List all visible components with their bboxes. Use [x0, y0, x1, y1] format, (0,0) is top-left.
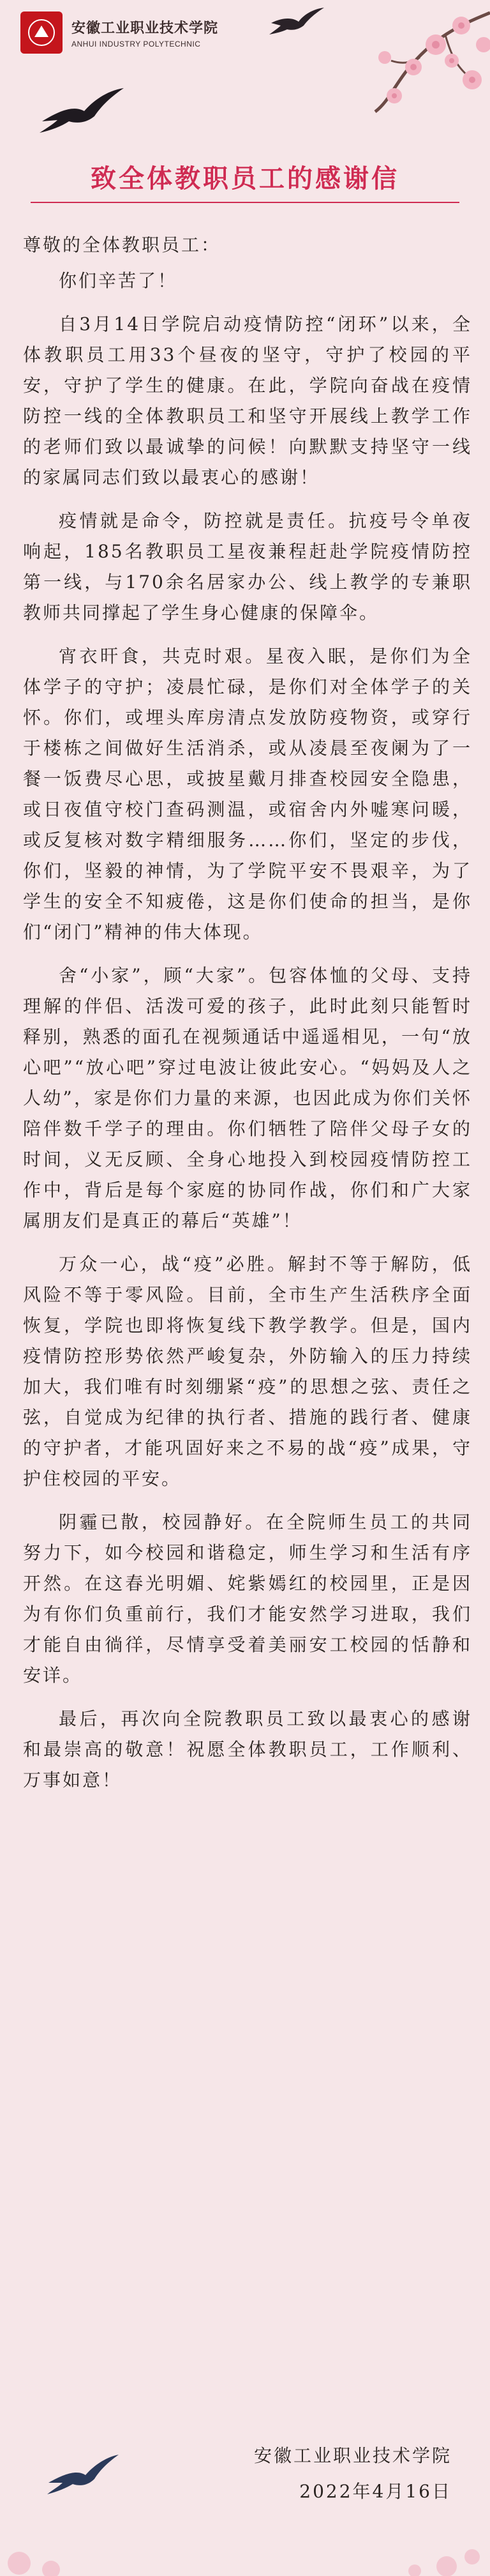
plum-blossom-footer-icon [0, 2499, 490, 2576]
signature-date: 2022年4月16日 [299, 2481, 452, 2502]
letter-paragraph: 万众一心，战“疫”必胜。解封不等于解防，低风险不等于零风险。目前，全市生产生活秩序全面恢复，学院也即将恢复线下教学教学。但是，国内疫情防控形势依然严峻复杂，外防输入的压力持续加大，我们唯有时刻绷紧“疫”的思想之弦、责任之弦，自觉成为纪律的执行者、措施的践行者、健康的守护者，才能巩固好来之不易的战“疫”成果，守护住校园的平安。 [23, 1254, 472, 1489]
school-name [71, 17, 218, 49]
salutation: 尊敬的全体教职员工： [23, 234, 221, 255]
swallow-bird-icon [37, 83, 126, 134]
signature-school: 安徽工业职业技术学院 [253, 2445, 452, 2466]
letter-paragraph: 舍“小家”，顾“大家”。包容体恤的父母、支持理解的伴侣、活泼可爱的孩子，此时此刻只能暂时释别，熟悉的面孔在视频通话中遥遥相见，一句“放心吧”“放心吧”穿过电波让彼此安心。“妈妈及人之人幼”，家是你们力量的来源，也因此成为你们关怀陪伴数千学子的理由。你们牺牲了陪伴父母子女的时间，义无反顾、全身心地投入到校园疫情防控工作中，背后是每个家庭的协同作战，你们和广大家属朋友们是真正的幕后“英雄”！ [23, 965, 472, 1231]
school-name-en: ANHUI INDUSTRY POLYTECHNIC [71, 39, 201, 49]
letter-body [23, 230, 472, 1808]
page-title: 致全体教职员工的感谢信 [91, 163, 399, 193]
title-divider [31, 202, 459, 203]
letter-paragraph: 最后，再次向全院教职员工致以最衷心的感谢和最崇高的敬意！祝愿全体教职员工，工作顺利、万事如意！ [23, 1708, 472, 1791]
letter-paragraph: 你们辛苦了！ [59, 270, 178, 291]
signature-block [254, 2438, 452, 2510]
swallow-bird-icon [268, 4, 325, 36]
letter-paragraph: 阴霾已散，校园静好。在全院师生员工的共同努力下，如今校园和谐稳定，师生学习和生活有序开然。在这春光明媚、姹紫嫣红的校园里，正是因为有你们负重前行，我们才能安然学习进取，我们才能自由徜徉，尽情享受着美丽安工校园的恬静和安详。 [23, 1512, 472, 1686]
school-name-cn: 安徽工业职业技术学院 [71, 19, 219, 36]
letter-paragraph: 宵衣旰食，共克时艰。星夜入眠，是你们为全体学子的守护；凌晨忙碌，是你们对全体学子的关怀。你们，或埋头库房清点发放防疫物资，或穿行于楼栋之间做好生活消杀，或从凌晨至夜阑为了一餐一饭费尽心思，或披星戴月排查校园安全隐患，或日夜值守校门查码测温，或宿舍内外嘘寒问暖，或反复核对数字精细服务……你们，坚定的步伐，你们，坚毅的神情，为了学院平安不畏艰辛，为了学生的安全不知疲倦，这是你们使命的担当，是你们“闭门”精神的伟大体现。 [23, 646, 472, 943]
school-brand [20, 11, 218, 54]
letter-paragraph: 自3月14日学院启动疫情防控“闭环”以来，全体教职员工用33个昼夜的坚守，守护了校园的平安，守护了学生的健康。在此，学院向奋战在疫情防控一线的全体教职员工和坚守开展线上教学工作的老师们致以最诚挚的问候！向默默支持坚守一线的家属同志们致以最衷心的感谢！ [23, 314, 472, 488]
school-logo-icon [20, 11, 63, 54]
swallow-bird-icon [45, 2451, 121, 2496]
letter-paragraph: 疫情就是命令，防控就是责任。抗疫号令单夜响起，185名教职员工星夜兼程赶赴学院疫情防控第一线，与170余名居家办公、线上教学的专兼职教师共同撑起了学生身心健康的保障伞。 [23, 510, 472, 623]
header [0, 0, 490, 211]
